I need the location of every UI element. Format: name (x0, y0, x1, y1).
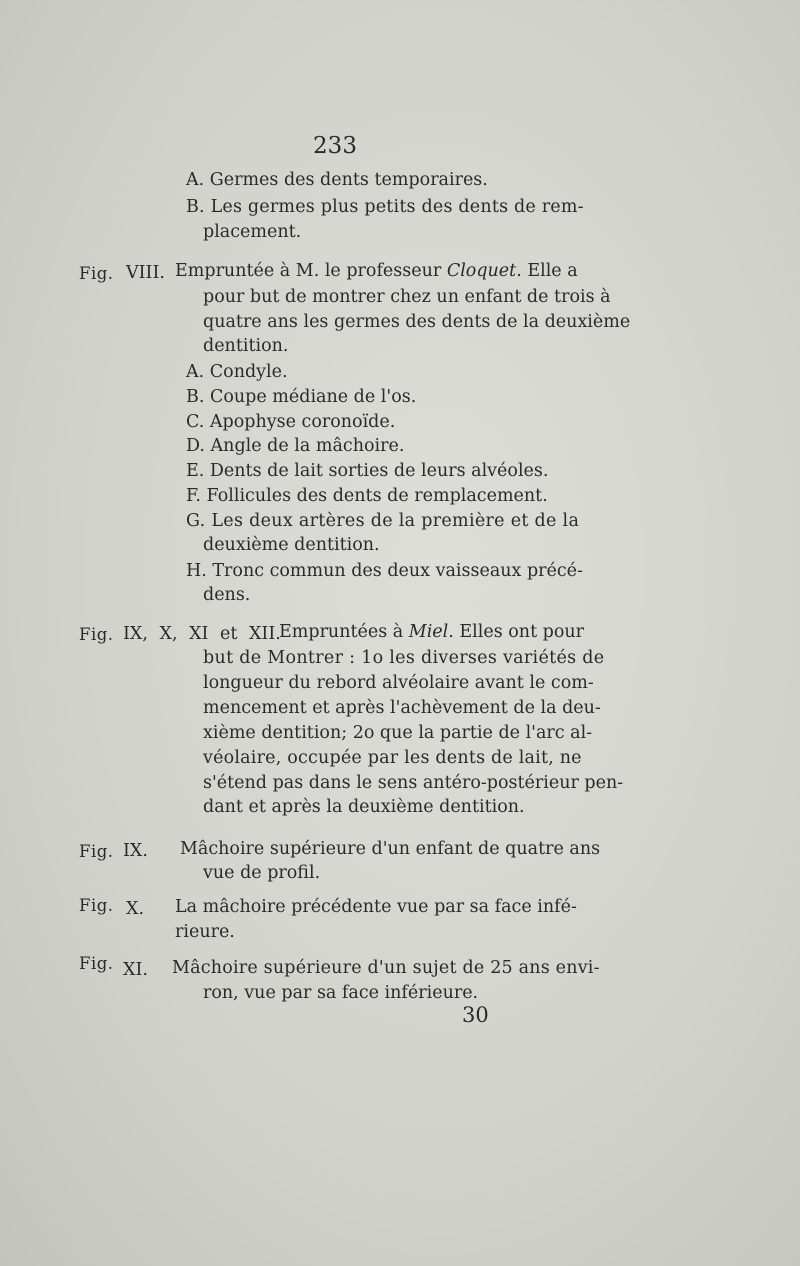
fig-numbers-ix-xii: IX, X, XI et XII. (123, 624, 281, 644)
fig-viii-item: E. Dents de lait sorties de leurs alvéoles. (186, 461, 549, 481)
fig-label-viii: Fig. (79, 264, 114, 283)
fig-viii-item: B. Coupe médiane de l'os. (186, 387, 417, 407)
fig-label-xi: Fig. (79, 954, 114, 973)
fig-number-viii: VIII. (126, 263, 165, 283)
fig-viii-item: C. Apophyse coronoïde. (186, 412, 396, 432)
item-a-germes: A. Germes des dents temporaires. (186, 170, 488, 190)
page-number: 233 (313, 133, 357, 159)
fig-viii-item: A. Condyle. (186, 362, 288, 382)
fig-ix-xii-line: longueur du rebord alvéolaire avant le com- (203, 673, 594, 693)
fig-x-line-1: La mâchoire précédente vue par sa face infé- (175, 897, 577, 917)
fig-ix-xii-line: véolaire, occupée par les dents de lait, ne (203, 748, 582, 768)
fig-ix-line-2: vue de profil. (203, 863, 321, 883)
fig-label-x: Fig. (79, 896, 114, 915)
fig-x-line-2: rieure. (175, 922, 235, 942)
fig-number-xi: XI. (123, 960, 148, 980)
signature-mark: 30 (462, 1003, 489, 1027)
fig-xi-line-1: Mâchoire supérieure d'un sujet de 25 ans envi- (172, 958, 600, 978)
fig-number-ix: IX. (123, 841, 148, 861)
fig-viii-item: F. Follicules des dents de remplacement. (186, 486, 548, 506)
fig-label-ix: Fig. (79, 842, 114, 861)
fig-ix-line-1: Mâchoire supérieure d'un enfant de quatre ans (180, 839, 601, 859)
fig-label-ix-xii: Fig. (79, 625, 114, 644)
fig-xi-line-2: ron, vue par sa face inférieure. (203, 983, 479, 1003)
fig-viii-item-continued: deuxième dentition. (203, 535, 380, 555)
fig-number-x: X. (126, 899, 145, 919)
fig-viii-line-4: dentition. (203, 336, 289, 356)
fig-ix-xii-line: mencement et après l'achèvement de la deu- (203, 698, 601, 718)
item-b-germes: B. Les germes plus petits des dents de rem- (186, 197, 584, 217)
fig-ix-xii-line: but de Montrer : 1o les diverses variétés de (203, 648, 605, 668)
fig-viii-line-1: Empruntée à M. le professeur Cloquet. Elle a (175, 261, 578, 281)
fig-viii-item: H. Tronc commun des deux vaisseaux précé- (186, 561, 583, 581)
fig-viii-line-2: pour but de montrer chez un enfant de trois à (203, 287, 611, 307)
fig-viii-item: G. Les deux artères de la première et de la (186, 511, 580, 531)
fig-ix-xii-line: xième dentition; 2o que la partie de l'arc al- (203, 723, 593, 743)
fig-viii-line-3: quatre ans les germes des dents de la deuxième (203, 312, 631, 332)
author-name-cloquet: Cloquet (446, 261, 517, 281)
fig-viii-item: D. Angle de la mâchoire. (186, 436, 405, 456)
fig-ix-xii-line: dant et après la deuxième dentition. (203, 797, 525, 817)
fig-ix-xii-line-1: Empruntées à Miel. Elles ont pour (279, 622, 585, 642)
fig-viii-item-continued: dens. (203, 585, 251, 605)
fig-ix-xii-line: s'étend pas dans le sens antéro-postérieur pen- (203, 773, 624, 793)
item-b-continued: placement. (203, 222, 302, 242)
author-name-miel: Miel (408, 622, 449, 642)
